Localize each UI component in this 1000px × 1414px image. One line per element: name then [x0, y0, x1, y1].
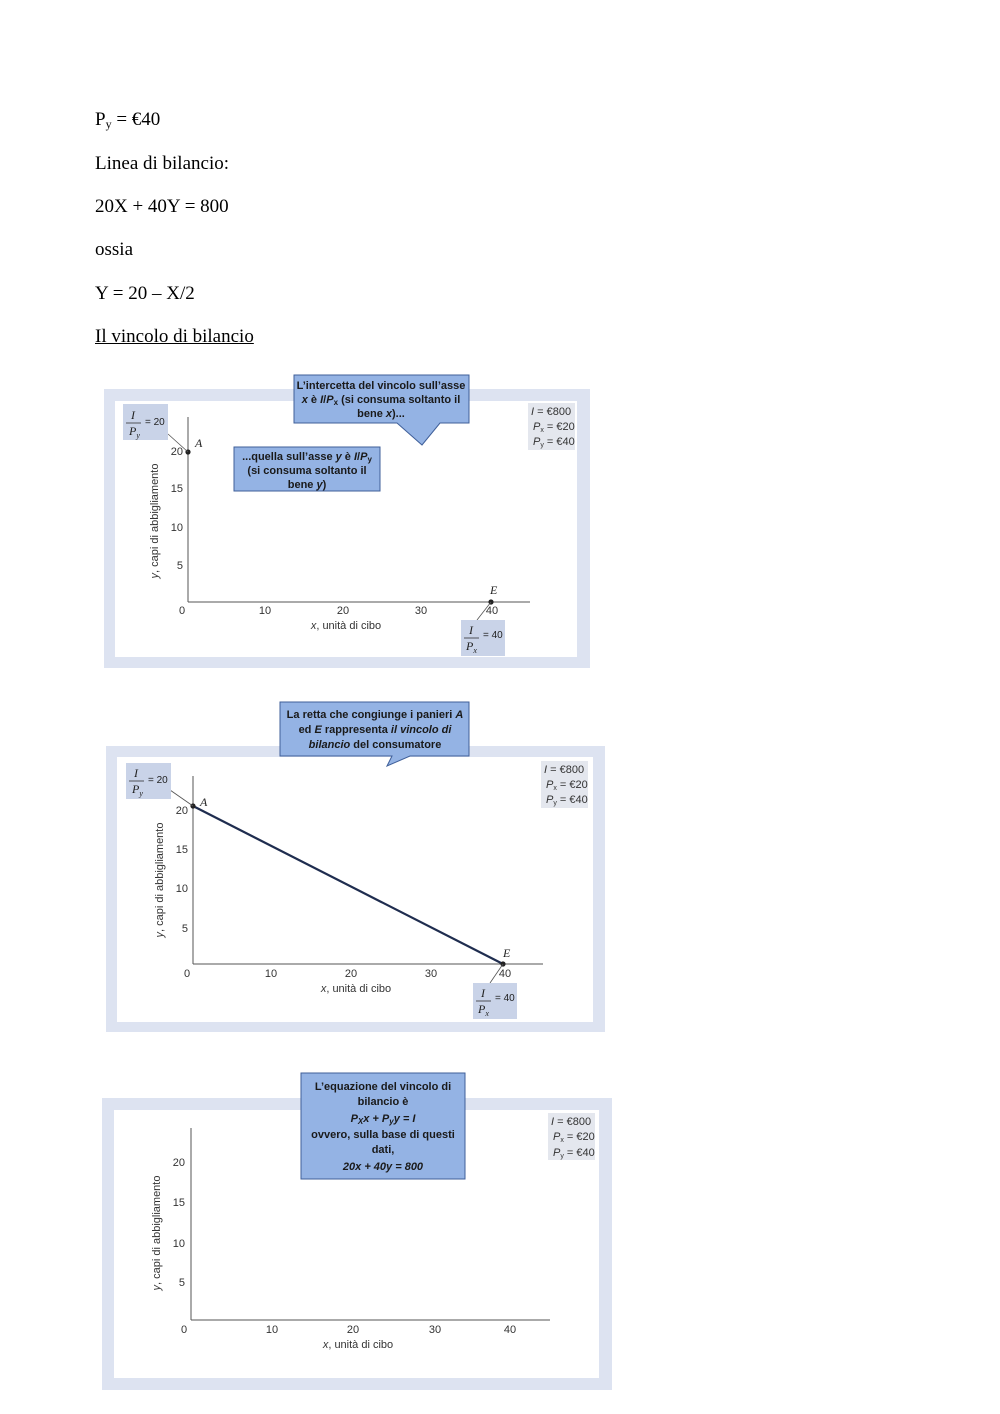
legend-px-val: = €20 [543, 421, 575, 433]
y-tick: 10 [172, 1238, 185, 1250]
y-tick: 15 [172, 1197, 185, 1209]
x-tick: 10 [265, 1324, 279, 1336]
bubble-line2: bilancio è [357, 1096, 409, 1108]
bubble-mid-line2: (si consuma soltanto il [247, 465, 367, 477]
x-tick: 10 [264, 968, 278, 980]
iy-num: I [134, 766, 138, 780]
x-tick: 20 [346, 1324, 360, 1336]
iy-val: = 20 [145, 417, 165, 428]
iy-den: $P_y$ [132, 782, 143, 798]
x-tick: 10 [258, 605, 272, 617]
legend-px: P [533, 421, 541, 433]
point-e-label: E [490, 583, 498, 597]
py-value: = €40 [111, 109, 161, 130]
x-axis-label: x, unità di cibo [310, 620, 382, 632]
y-tick: 10 [175, 883, 188, 895]
legend-i: I [531, 406, 535, 418]
legend-py: P [533, 436, 541, 448]
legend-py-sub: y [540, 442, 544, 449]
bubble-line1: La retta che congiunge i panieri A [286, 709, 464, 721]
budget-line-title: Linea di bilancio: [95, 153, 230, 174]
bubble-top-line1: L’intercetta del vincolo sull’asse [296, 380, 466, 392]
bubble-line6: 20x + 40y = 800 [342, 1161, 424, 1173]
ix-val: = 40 [495, 993, 515, 1004]
x-tick: 40 [485, 605, 499, 617]
y-tick: 20 [175, 805, 188, 817]
legend-px-sub: x [540, 427, 544, 434]
bubble-line1: L’equazione del vincolo di [314, 1081, 452, 1093]
legend-i-val: = €800 [534, 406, 572, 418]
y-tick: 15 [175, 844, 188, 856]
legend-i: I [544, 764, 548, 776]
ix-val: = 40 [483, 630, 503, 641]
bubble-mid-line1: ...quella sull’asse y è I/Py [242, 451, 372, 464]
x-tick: 0 [183, 968, 191, 980]
section-title: Il vincolo di bilancio [95, 326, 254, 347]
legend-py: P [553, 1147, 561, 1159]
legend-i-val: = €800 [547, 764, 585, 776]
legend-i-val: = €800 [554, 1116, 592, 1128]
x-tick: 30 [428, 1324, 442, 1336]
legend-py-val: = €40 [563, 1147, 595, 1159]
legend-px-sub: x [560, 1137, 564, 1144]
x-tick: 30 [424, 968, 438, 980]
ix-den: $P_x$ [466, 639, 477, 655]
x-tick: 30 [414, 605, 428, 617]
x-axis-label: x, unità di cibo [320, 983, 392, 995]
y-tick: 20 [170, 446, 183, 458]
svg-text:I = €800 [551, 1116, 591, 1128]
y-tick: 15 [170, 483, 183, 495]
x-tick: 0 [178, 605, 186, 617]
legend-py-val: = €40 [543, 436, 575, 448]
x-tick: 40 [503, 1324, 517, 1336]
point-a-label: A [195, 436, 203, 450]
y-tick: 5 [178, 1277, 185, 1289]
legend-py-sub: y [553, 800, 557, 807]
y-tick: 5 [176, 560, 183, 572]
bubble-line3: bilancio del consumatore [308, 739, 442, 751]
bubble-line4: ovvero, sulla base di questi [311, 1129, 455, 1141]
legend-px-val: = €20 [556, 779, 588, 791]
svg-text:Py = €40 [553, 1147, 595, 1160]
ix-num: I [481, 986, 485, 1000]
iy-den: $P_y$ [129, 424, 140, 440]
legend-py-sub: y [560, 1153, 564, 1160]
ossia: ossia [95, 239, 133, 260]
bubble-line3: PXx + Pyy = I [350, 1113, 416, 1126]
bubble-top-line2: x è I/Px (si consuma soltanto il [301, 394, 461, 407]
py-label: P [95, 109, 106, 130]
legend-px-sub: x [553, 785, 557, 792]
legend-px: P [553, 1131, 561, 1143]
bubble-line2: ed E rappresenta il vincolo di [298, 724, 452, 736]
legend-py-val: = €40 [556, 794, 588, 806]
equation: 20X + 40Y = 800 [95, 196, 229, 217]
bubble-line5: dati, [371, 1144, 395, 1156]
legend-i: I [551, 1116, 555, 1128]
y-tick: 20 [172, 1157, 185, 1169]
y-axis-label: y, capi di abbigliamento [151, 1175, 163, 1291]
y-axis-label: y, capi di abbigliamento [149, 463, 161, 579]
x-tick: 20 [344, 968, 358, 980]
bubble-mid-line3: bene y) [287, 479, 327, 491]
legend-px: P [546, 779, 554, 791]
bubble-top-line3: bene x)... [357, 408, 405, 420]
point-a-label: A [200, 795, 208, 809]
legend-py: P [546, 794, 554, 806]
legend-px-val: = €20 [563, 1131, 595, 1143]
x-axis-label: x, unità di cibo [322, 1339, 394, 1351]
equation-y: Y = 20 – X/2 [95, 283, 195, 304]
ix-den: $P_x$ [478, 1002, 489, 1018]
svg-text:Px = €20 [553, 1131, 595, 1144]
x-tick: 40 [498, 968, 512, 980]
y-axis-label: y, capi di abbigliamento [154, 822, 166, 938]
point-e-label: E [503, 946, 511, 960]
x-tick: 20 [336, 605, 350, 617]
x-tick: 0 [180, 1324, 188, 1336]
py-sub: y [105, 117, 112, 131]
iy-num: I [131, 408, 135, 422]
y-tick: 10 [170, 522, 183, 534]
iy-val: = 20 [148, 775, 168, 786]
y-tick: 5 [181, 923, 188, 935]
ix-num: I [469, 623, 473, 637]
